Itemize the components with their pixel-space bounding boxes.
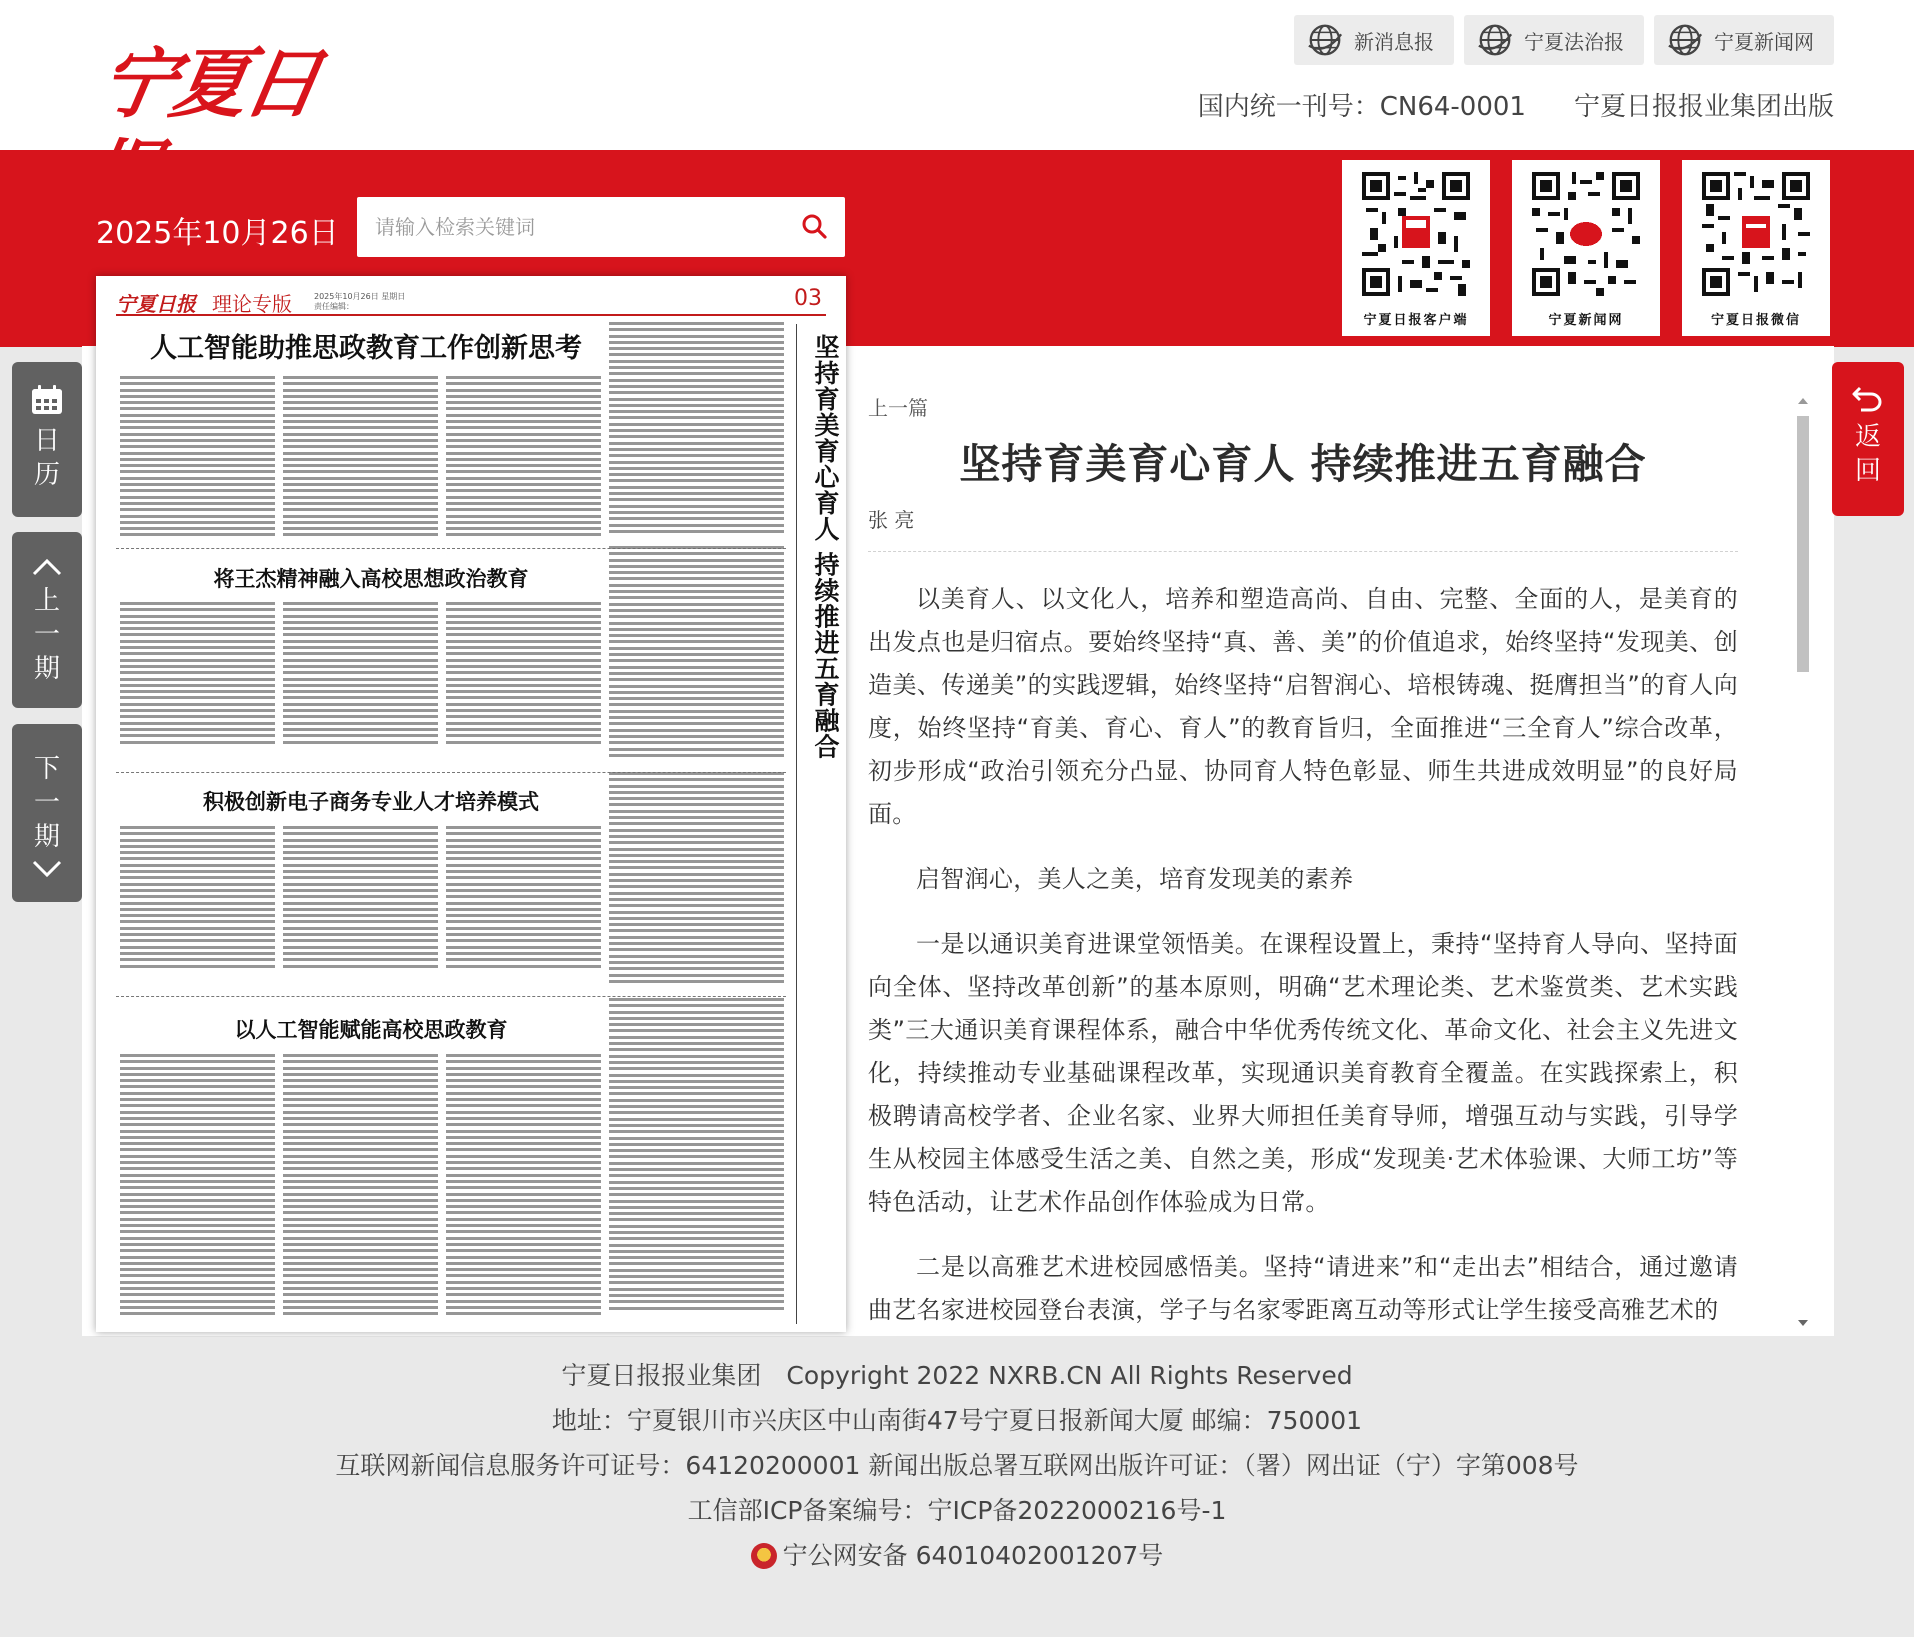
paper-text-block bbox=[446, 376, 601, 540]
paper-masthead: 宁夏日报 bbox=[116, 292, 196, 316]
paper-article-title[interactable]: 将王杰精神融入高校思想政治教育 bbox=[213, 567, 529, 591]
paper-text-block bbox=[609, 322, 784, 536]
paper-text-block bbox=[120, 376, 275, 540]
article-paragraph: 二是以高雅艺术进校园感悟美。坚持“请进来”和“走出去”相结合，通过邀请曲艺名家进校园登台表演，学子与名家零距离互动等形式让学生接受高雅艺术的 bbox=[868, 1253, 1738, 1324]
next-issue-button[interactable] bbox=[12, 724, 82, 902]
paper-text-block bbox=[609, 546, 784, 760]
prev-issue-label-3: 期 bbox=[33, 654, 60, 684]
qr-label: 宁夏日报客户端 bbox=[1363, 313, 1469, 328]
footer-police-text: 宁公网安备 64010402001207号 bbox=[782, 1541, 1164, 1570]
calendar-button[interactable] bbox=[12, 362, 82, 517]
paper-text-block bbox=[446, 826, 601, 971]
prev-issue-label-1: 上 bbox=[33, 586, 60, 616]
site-header bbox=[0, 0, 1914, 150]
qr-code-image bbox=[1702, 172, 1810, 296]
link-xinxiaoxibao[interactable] bbox=[1294, 15, 1454, 65]
footer-copyright: 宁夏日报报业集团 Copyright 2022 NXRB.CN All Rights Reserved bbox=[561, 1361, 1353, 1390]
paper-text-block bbox=[446, 602, 601, 747]
globe-icon bbox=[1306, 21, 1344, 59]
logo-text: 宁夏日报 bbox=[92, 39, 325, 128]
paper-divider bbox=[116, 996, 786, 997]
return-label-2: 回 bbox=[1854, 456, 1881, 486]
paper-section-name: 理论专版 bbox=[212, 292, 292, 316]
link-label: 宁夏法治报 bbox=[1524, 29, 1624, 54]
scrollbar-thumb[interactable] bbox=[1797, 416, 1809, 672]
paper-text-block bbox=[283, 376, 438, 540]
link-label: 宁夏新闻网 bbox=[1714, 29, 1814, 54]
qr-label: 宁夏新闻网 bbox=[1548, 313, 1624, 328]
paper-text-block bbox=[120, 602, 275, 747]
scroll-down-arrow-icon[interactable] bbox=[1798, 1320, 1808, 1326]
paper-meta bbox=[314, 292, 405, 312]
prev-article-link[interactable]: 上一篇 bbox=[868, 396, 928, 420]
police-badge-icon bbox=[751, 1543, 777, 1569]
return-button[interactable] bbox=[1832, 362, 1904, 516]
paper-side-article-title[interactable]: 坚持育美育心育人 持续推进五育融合 bbox=[811, 334, 840, 760]
paper-text-block bbox=[120, 826, 275, 971]
qr-code-app bbox=[1342, 160, 1490, 336]
paper-article-title[interactable]: 积极创新电子商务专业人才培养模式 bbox=[203, 790, 539, 814]
search-box bbox=[357, 197, 845, 257]
publish-info bbox=[1198, 86, 1834, 123]
paper-article-title[interactable]: 以人工智能赋能高校思政教育 bbox=[234, 1018, 508, 1042]
paper-text-block bbox=[609, 998, 784, 1313]
article-author: 张 亮 bbox=[868, 504, 1738, 552]
issn-text: 国内统一刊号：CN64-0001 bbox=[1197, 92, 1526, 122]
footer-police-record[interactable] bbox=[0, 1533, 1914, 1578]
qr-code-wechat bbox=[1682, 160, 1830, 336]
article-panel bbox=[868, 392, 1738, 1336]
qr-label: 宁夏日报微信 bbox=[1710, 313, 1801, 328]
paper-column-rule bbox=[796, 324, 797, 1324]
next-issue-label-1: 下 bbox=[33, 754, 60, 784]
paper-article-title[interactable]: 人工智能助推思政教育工作创新思考 bbox=[150, 333, 582, 364]
site-footer bbox=[0, 1337, 1914, 1637]
paper-text-block bbox=[120, 1054, 275, 1318]
next-issue-label-3: 期 bbox=[33, 822, 60, 852]
site-logo[interactable] bbox=[92, 38, 325, 130]
chevron-up-icon bbox=[31, 558, 63, 576]
calendar-label-2: 历 bbox=[33, 460, 60, 490]
paper-text-block bbox=[283, 826, 438, 971]
search-icon[interactable] bbox=[799, 211, 831, 243]
footer-icp[interactable]: 工信部ICP备案编号：宁ICP备2022000216号-1 bbox=[687, 1496, 1227, 1525]
paper-text-block bbox=[609, 772, 784, 986]
prev-issue-label-2: 一 bbox=[33, 620, 60, 650]
chevron-down-icon bbox=[31, 860, 63, 878]
paper-meta-date: 2025年10月26日 星期日 bbox=[314, 292, 406, 301]
publisher-text: 宁夏日报报业集团出版 bbox=[1573, 92, 1834, 122]
return-icon bbox=[1851, 384, 1885, 412]
article-title: 坚持育美育心育人 持续推进五育融合 bbox=[959, 440, 1647, 488]
calendar-label-1: 日 bbox=[33, 426, 60, 456]
paper-text-block bbox=[283, 1054, 438, 1318]
issue-date[interactable]: 2025年10月26日 bbox=[96, 216, 339, 251]
partner-links bbox=[1294, 15, 1834, 65]
paper-header bbox=[116, 288, 826, 316]
paper-text-block bbox=[446, 1054, 601, 1318]
calendar-icon bbox=[30, 384, 64, 416]
search-input[interactable] bbox=[375, 197, 775, 257]
article-paragraph: 一是以通识美育进课堂领悟美。在课程设置上，秉持“坚持育人导向、坚持面向全体、坚持改革创新”的基本原则，明确“艺术理论类、艺术鉴赏类、艺术实践类”三大通识美育课程体系，融合中华优秀传统文化、革命文化、社会主义先进文化，持续推动专业基础课程改革，实现通识美育教育全覆盖。在实践探索上，积极聘请高校学者、企业名家、业界大师担任美育导师，增强互动与实践，引导学生从校园主体感受生活之美、自然之美，形成“发现美·艺术体验课、大师工坊”等特色活动，让艺术作品创作体验成为日常。 bbox=[868, 930, 1738, 1216]
link-label: 新消息报 bbox=[1354, 29, 1434, 54]
qr-code-news bbox=[1512, 160, 1660, 336]
article-subheading: 启智润心，美人之美，培育发现美的素养 bbox=[916, 865, 1354, 893]
article-paragraph: 以美育人、以文化人，培养和塑造高尚、自由、完整、全面的人，是美育的出发点也是归宿点。要始终坚持“真、善、美”的价值追求，始终坚持“发现美、创造美、传递美”的实践逻辑，始终坚持“启智润心、培根铸魂、挺膺担当”的育人向度，始终坚持“育美、育心、育人”的教育旨归，全面推进“三全育人”综合改革，初步形成“政治引领充分凸显、协同育人特色彰显、师生共进成效明显”的良好局面。 bbox=[868, 585, 1738, 828]
globe-icon bbox=[1666, 21, 1704, 59]
footer-license: 互联网新闻信息服务许可证号：64120200001 新闻出版总署互联网出版许可证：（署）网出证（宁）字第008号 bbox=[335, 1451, 1579, 1480]
paper-page-number: 03 bbox=[794, 286, 822, 311]
link-ningxia-xinwenwang[interactable] bbox=[1654, 15, 1834, 65]
next-issue-label-2: 一 bbox=[33, 788, 60, 818]
paper-text-block bbox=[283, 602, 438, 747]
article-scrollbar[interactable] bbox=[1794, 392, 1812, 1336]
prev-issue-button[interactable] bbox=[12, 532, 82, 708]
globe-icon bbox=[1476, 21, 1514, 59]
return-label-1: 返 bbox=[1854, 422, 1881, 452]
newspaper-page-thumbnail[interactable] bbox=[96, 276, 846, 1332]
scroll-up-arrow-icon[interactable] bbox=[1798, 398, 1808, 404]
footer-address: 地址：宁夏银川市兴庆区中山南街47号宁夏日报新闻大厦 邮编：750001 bbox=[551, 1406, 1363, 1435]
qr-code-image bbox=[1532, 172, 1640, 296]
link-ningxia-fazhibao[interactable] bbox=[1464, 15, 1644, 65]
paper-meta-editor: 责任编辑： bbox=[314, 302, 354, 311]
qr-code-image bbox=[1362, 172, 1470, 296]
